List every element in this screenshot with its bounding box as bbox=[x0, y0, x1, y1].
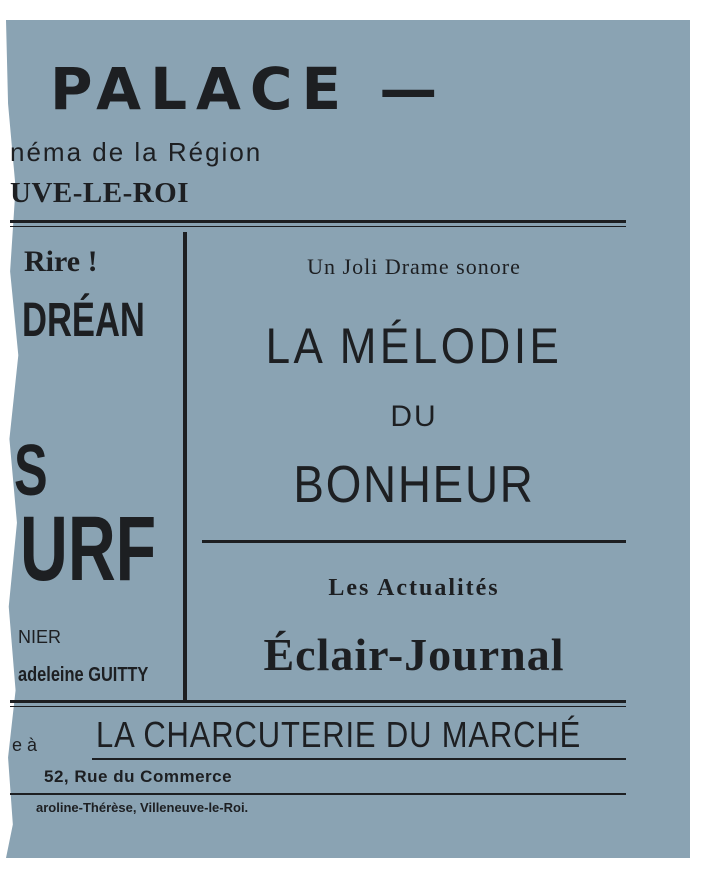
footer-divider-thin bbox=[10, 706, 626, 707]
header-divider-thin bbox=[10, 226, 626, 227]
footer-divider bbox=[10, 700, 626, 703]
left-film-title: URF bbox=[20, 498, 157, 600]
header-divider bbox=[10, 220, 626, 223]
sponsor-prefix: e à bbox=[12, 735, 38, 755]
town-name: UVE-LE-ROI bbox=[10, 177, 190, 209]
main-film-subtitle: Un Joli Drame sonore bbox=[307, 254, 521, 279]
left-tagline: Rire ! bbox=[24, 245, 98, 278]
main-film-title-line-3: BONHEUR bbox=[293, 456, 535, 514]
sponsor-name: LA CHARCUTERIE DU MARCHÉ bbox=[96, 714, 582, 755]
cinema-name: PALACE — bbox=[50, 55, 447, 123]
left-actor-name: DRÉAN bbox=[22, 294, 145, 347]
cinema-subtitle: néma de la Région bbox=[10, 137, 263, 167]
left-credit-2: adeleine GUITTY bbox=[18, 664, 149, 686]
main-film-title-line-1: LA MÉLODIE bbox=[265, 318, 563, 374]
left-credit-1: NIER bbox=[18, 627, 62, 647]
news-title: Éclair-Journal bbox=[263, 629, 565, 680]
column-divider bbox=[183, 232, 187, 700]
printer-divider bbox=[10, 793, 626, 795]
left-title-fragment: S bbox=[14, 431, 48, 511]
main-film-title-line-2: DU bbox=[390, 400, 438, 433]
news-divider bbox=[202, 540, 626, 543]
news-label: Les Actualités bbox=[328, 575, 500, 601]
sponsor-underline bbox=[92, 758, 626, 760]
sponsor-address: 52, Rue du Commerce bbox=[44, 767, 233, 786]
printer-credit: aroline-Thérèse, Villeneuve-le-Roi. bbox=[36, 800, 249, 815]
